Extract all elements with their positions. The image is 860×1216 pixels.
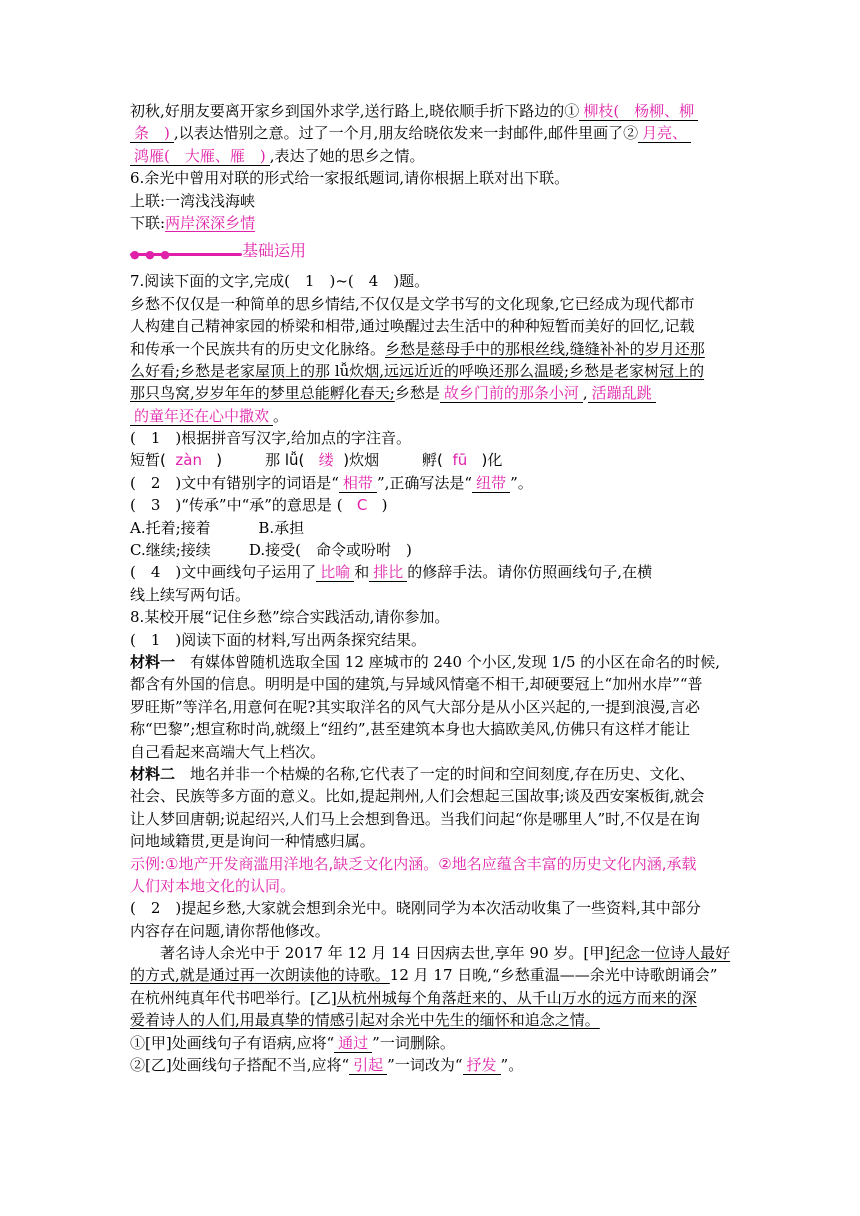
- answer-pinyin: zàn: [175, 451, 202, 470]
- answer-word: 通过: [334, 1034, 372, 1053]
- material-text: 地名并非一个枯燥的名称,它代表了一定的时间和空间刻度,存在历史、文化、: [175, 764, 695, 783]
- material-1: 自己看起来高端大气上档次。: [130, 742, 326, 761]
- q7-sub1-stem: ( 1 )根据拼音写汉字,给加点的字注音。: [130, 429, 412, 448]
- material-1: 称“巴黎”;想宣称时尚,就缀上“纽约”,甚至建筑本身也大搞欧美风,仿佛只有这样才能让: [130, 720, 691, 739]
- underlined-sentence: 乡愁是慈母手中的那根丝线,缝缝补补的岁月还那: [385, 339, 705, 358]
- item-text: 和: [354, 563, 370, 582]
- q8-text: [130, 942, 730, 964]
- q7-stem: 7.阅读下面的文字,完成( 1 )~( 4 )题。: [130, 272, 430, 291]
- q8-example-answer: 示例:①地产开发商滥用洋地名,缺乏文化内涵。②地名应蕴含丰富的历史文化内涵,承载: [130, 854, 697, 873]
- q8-stem: 8.某校开展“记住乡愁”综合实践活动,请你参加。: [130, 608, 450, 627]
- q6-lower-label: 下联:: [130, 213, 166, 232]
- q7-fill-answer: 的童年还在心中撒欢: [130, 407, 273, 426]
- q6-upper: 上联:一湾浅浅海峡: [130, 191, 256, 210]
- underlined-sentence: 从杭州城每个角落赶来的、从千山万水的远方而来的深: [336, 988, 697, 1007]
- passage-text: 和传承一个民族共有的历史文化脉络。: [130, 339, 386, 358]
- answer-hanzi: 缕: [318, 451, 334, 470]
- item-text: ): [216, 451, 223, 470]
- q8-text: [130, 987, 730, 1009]
- q8-sub1: ( 1 )阅读下面的材料,写出两条探究结果。: [130, 630, 427, 649]
- answer-1-cont: 条 ): [130, 124, 174, 143]
- section-header: [130, 236, 730, 270]
- top-line-3: [130, 145, 730, 167]
- q6-lower: [130, 212, 730, 234]
- text-plain: 12 月 17 日晚,“乡愁重温——余光中诗歌朗诵会”: [389, 966, 718, 985]
- item-text: ”,正确写法是“: [376, 473, 473, 492]
- worksheet-page: [130, 100, 730, 1076]
- answer-1: 柳枝( 杨柳、柳: [579, 102, 698, 121]
- answer-2: 月亮、: [638, 124, 691, 143]
- q7-passage: [130, 382, 730, 404]
- material-2: 问地域籍贯,更是询问一种情感归属。: [130, 832, 375, 851]
- answer-pinyin: fū: [452, 451, 468, 470]
- material-1: [130, 651, 730, 673]
- answer-rhetoric: 比喻: [316, 563, 354, 582]
- item-text: ”一词改为“: [387, 1056, 463, 1075]
- material-2: [130, 763, 730, 785]
- section-title: 基础运用: [242, 241, 307, 261]
- answer-word: 引起: [349, 1056, 387, 1075]
- item-text: ( 4 )文中画线句子运用了: [130, 563, 317, 582]
- material-label: 材料二: [130, 764, 176, 783]
- answer-2-cont: 鸿雁( 大雁、雁 ): [130, 147, 270, 166]
- item-text: 孵(: [422, 451, 443, 470]
- option-a: A.托着;接着: [130, 518, 211, 537]
- item-text: )炊烟: [343, 451, 380, 470]
- q6-answer: 两岸深深乡情: [165, 213, 256, 232]
- section-bar: [130, 253, 242, 256]
- item-text: ”一词删除。: [372, 1033, 455, 1052]
- q8-text: 爱着诗人的人们,用最真挚的情感引起对余光中先生的缅怀和追念之情。: [130, 1011, 600, 1030]
- q7-passage: 么好看;乡愁是老家屋顶上的那 lǚ炊烟,远远近近的呼唤还那么温暖;乡愁是老家树冠上的: [130, 361, 705, 380]
- q6-stem: 6.余光中曾用对联的形式给一家报纸题词,请你根据上联对出下联。: [130, 169, 570, 188]
- item-text: ”。: [500, 1056, 524, 1075]
- material-text: 有媒体曾随机选取全国 12 座城市的 240 个小区,发现 1/5 的小区在命名的时候,: [175, 652, 721, 671]
- top-line-1: [130, 100, 730, 122]
- q7-sub4-cont: 线上续写两句话。: [130, 585, 251, 604]
- answer-wrong-word: 相带: [339, 474, 377, 493]
- q7-fill-answer: 活蹦乱跳: [588, 384, 656, 403]
- q8-example-answer: 人们对本地文化的认同。: [130, 876, 296, 895]
- option-d: D.接受( 命令或吩咐 ): [248, 541, 412, 560]
- q8-text: [130, 964, 730, 986]
- material-1: 罗旺斯”等洋名,用意何在呢?其实取洋名的风气大部分是从小区兴起的,一提到浪漫,言必: [130, 697, 701, 716]
- q7-fill-answer: 故乡门前的那条小河: [440, 384, 583, 403]
- option-c: C.继续;接续: [130, 541, 211, 560]
- answer-rhetoric: 排比: [369, 563, 407, 582]
- item-text: 那 lǚ(: [265, 451, 305, 470]
- top-text: ,以表达惜别之意。过了一个月,朋友给晓依发来一封邮件,邮件里画了②: [173, 124, 639, 143]
- q7-sub1-items: [130, 449, 730, 471]
- q8-sub2: ( 2 )提起乡愁,大家就会想到余光中。晓刚同学为本次活动收集了一些资料,其中部分: [130, 899, 701, 918]
- q7-sub3: [130, 494, 730, 516]
- item-text: ”。: [510, 473, 533, 492]
- passage-text: 乡愁是: [394, 384, 440, 403]
- passage-text: 。: [273, 406, 289, 425]
- material-2: 让人梦回唐朝;说起绍兴,人们马上会想到鲁迅。当我们问起“你是哪里人”时,不仅是在询: [130, 809, 700, 828]
- option-b: B.承担: [258, 518, 305, 537]
- top-line-2: [130, 122, 730, 144]
- q7-passage: [130, 338, 730, 360]
- item-text: ( 2 )文中有错别字的词语是“: [130, 473, 339, 492]
- material-label: 材料一: [130, 652, 176, 671]
- item-text: ①[甲]处画线句子有语病,应将“: [130, 1033, 335, 1052]
- q7-passage: [130, 405, 730, 427]
- item-text: )化: [481, 451, 503, 470]
- q8-answer-2: [130, 1054, 730, 1076]
- q8-answer-1: [130, 1032, 730, 1054]
- q7-options-row1: [130, 517, 730, 539]
- underlined-sentence: 纪念一位诗人最好: [610, 944, 731, 963]
- text-plain: 著名诗人余光中于 2017 年 12 月 14 日因病去世,享年 90 岁。[甲]: [160, 944, 611, 963]
- item-text: ( 3 )“传承”中“承”的意思是 (: [130, 496, 343, 515]
- q8-sub2: 内容存在问题,请你帮他修改。: [130, 921, 330, 940]
- q7-passage: 乡愁不仅仅是一种简单的思乡情结,不仅仅是文学书写的文化现象,它已经成为现代都市: [130, 294, 695, 313]
- item-text: ②[乙]处画线句子搭配不当,应将“: [130, 1056, 350, 1075]
- item-text: 的修辞手法。请你仿照画线句子,在横: [407, 563, 653, 582]
- answer-choice: C: [356, 496, 368, 515]
- q7-passage: 人构建自己精神家园的桥梁和相带,通过唤醒过去生活中的种种短暂而美好的回忆,记载: [130, 317, 695, 336]
- top-text: 初秋,好朋友要离开家乡到国外求学,送行路上,晓依顺手折下路边的①: [130, 102, 580, 120]
- answer-correct-word: 纽带: [472, 474, 510, 493]
- text-plain: 在杭州纯真年代书吧举行。[乙]: [130, 988, 337, 1007]
- item-text: 短暂(: [130, 451, 166, 470]
- underlined-sentence: 的方式,就是通过再一次朗读他的诗歌。: [130, 966, 390, 985]
- item-text: ): [381, 496, 388, 515]
- passage-text: ,: [582, 384, 588, 403]
- material-2: 社会、民族等多方面的意义。比如,提起荆州,人们会想起三国故事;谈及西安案板街,就会: [130, 787, 705, 806]
- q7-sub4: [130, 561, 730, 583]
- q7-sub2: [130, 472, 730, 494]
- top-text: ,表达了她的思乡之情。: [269, 146, 425, 165]
- material-1: 都含有外国的信息。明明是中国的建筑,与异域风情毫不相干,却硬要冠上“加州水岸”“普: [130, 675, 703, 694]
- q7-options-row2: [130, 539, 730, 561]
- underlined-sentence: 那只鸟窝,岁岁年年的梦里总能孵化春天;: [130, 384, 395, 403]
- answer-word: 抒发: [463, 1056, 501, 1075]
